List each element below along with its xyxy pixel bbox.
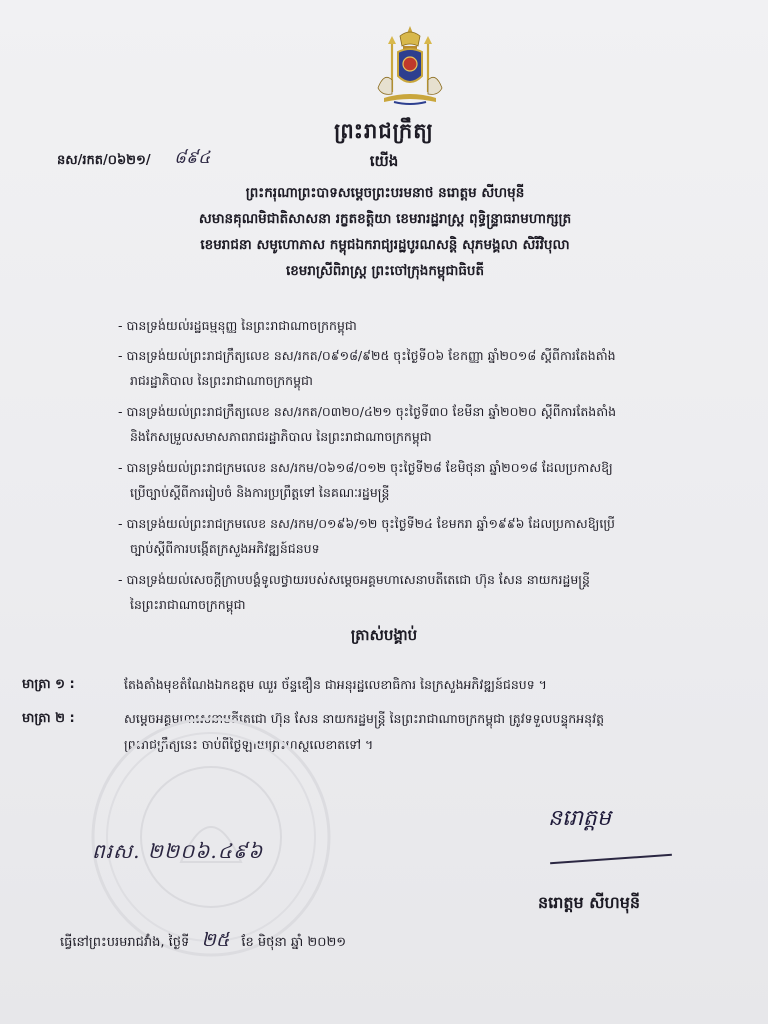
- visa-item-continuation: នៃព្រះរាជាណាចក្រកម្ពុជា: [130, 597, 246, 612]
- registration-number-handwritten: ពរស. ២២០៦.៤៩៦: [92, 839, 264, 863]
- embossed-seal-icon: [86, 712, 336, 962]
- date-line: [60, 928, 346, 956]
- king-title-line: សមានគុណមិជាតិសាសនា រក្ខតខត្តិយា ខេមរារដ្ឋរាស្ត្រ ពុទ្ធិន្ទ្រាធរាមហាក្សត្រ: [198, 211, 572, 227]
- king-title-line: ខេមរាជនា សមូហោភាស កម្ពុជឯករាជ្យរដ្ឋបូរណសន្តិ សុភមង្គលា សិរីវិបុលា: [200, 237, 570, 253]
- king-title-line: ព្រះករុណាព្រះបាទសម្តេចព្រះបរមនាថ នរោត្តម សីហមុនី: [245, 185, 525, 201]
- reference-number-handwritten: ៨៩៤: [174, 148, 211, 168]
- visa-item: - បានទ្រង់យល់សេចក្តីក្រាបបង្គំទូលថ្វាយរបស់សម្តេចអគ្គមហាសេនាបតីតេជោ ហ៊ុន សែន នាយករដ្ឋមន្ត្រី: [118, 572, 590, 587]
- king-title-line: ខេមរាស្រីពិរាស្ត្រ ព្រះចៅក្រុងកម្ពុជាធិបតី: [285, 263, 485, 279]
- article-2-label: មាត្រា ២ :: [22, 711, 75, 726]
- we-heading: យើង: [369, 152, 399, 170]
- visa-item-continuation: រាជរដ្ឋាភិបាល នៃព្រះរាជាណាចក្រកម្ពុជា: [130, 373, 313, 388]
- reference-number: នស/រកត/០៦២១/: [57, 153, 151, 168]
- date-line-suffix: ខែ មិថុនា ឆ្នាំ ២០២១: [241, 935, 347, 950]
- visa-item-continuation: ច្បាប់ស្តីពីការបង្កើតក្រសួងអភិវឌ្ឍន៍ជនបទ: [130, 541, 320, 556]
- visa-item: - បានទ្រង់យល់ព្រះរាជក្រឹត្យលេខ នស/រកត/០៣២០/៤២១ ចុះថ្ងៃទី៣០ ខែមីនា ឆ្នាំ២០២០ ស្តីពីការតែងតាំង: [118, 404, 617, 419]
- visa-item-continuation: ប្រើច្បាប់ស្តីពីការរៀបចំ និងការប្រព្រឹត្តទៅ នៃគណៈរដ្ឋមន្ត្រី: [130, 485, 390, 500]
- royal-signature: នរោត្តម: [548, 806, 611, 831]
- document-title: ព្រះរាជក្រឹត្យ: [334, 119, 434, 143]
- date-day-handwritten: ២៥: [201, 929, 230, 951]
- decree-heading: ត្រាស់បង្គាប់: [350, 626, 418, 644]
- article-2-text: សម្តេចអគ្គមហាសេនាបតីតេជោ ហ៊ុន សែន នាយករដ្ឋមន្ត្រី នៃព្រះរាជាណាចក្រកម្ពុជា ត្រូវទទួលបន្ទុកអនុវត្ត: [124, 711, 605, 726]
- date-line-prefix: ធ្វើនៅព្រះបរមរាជវាំង, ថ្ងៃទី: [60, 935, 190, 950]
- visa-item-continuation: និងកែសម្រួលសមាសភាពរាជរដ្ឋាភិបាល នៃព្រះរាជាណាចក្រកម្ពុជា: [130, 429, 432, 444]
- royal-coat-of-arms-emblem: [370, 22, 450, 108]
- article-2-text-continuation: ព្រះរាជក្រឹត្យនេះ ចាប់ពីថ្ងៃឡាយព្រះហស្ថលេខាតទៅ ។: [124, 737, 374, 752]
- visa-item: - បានទ្រង់យល់ព្រះរាជក្រមលេខ នស/រកម/០៦១៨/០១២ ចុះថ្ងៃទី២៨ ខែមិថុនា ឆ្នាំ២០១៨ ដែលប្រកាសឱ្យ: [118, 460, 613, 475]
- article-1-label: មាត្រា ១ :: [22, 677, 75, 692]
- visa-item: - បានទ្រង់យល់ព្រះរាជក្រមលេខ នស/រកម/០១៩៦/១២ ចុះថ្ងៃទី២៤ ខែមករា ឆ្នាំ១៩៩៦ ដែលប្រកាសឱ្យប្រើ: [118, 516, 615, 531]
- visa-item: - បានទ្រង់យល់ព្រះរាជក្រឹត្យលេខ នស/រកត/០៩១៨/៩២៥ ចុះថ្ងៃទី០៦ ខែកញ្ញា ឆ្នាំ២០១៨ ស្តីពីការតែងតាំង: [118, 348, 616, 363]
- signature-underline: [550, 854, 672, 865]
- signer-name: នរោត្តម សីហមុនី: [538, 893, 641, 912]
- article-1-text: តែងតាំងមុខតំណែងឯកឧត្តម ឈួរ ច័ន្ទឌឿន ជាអនុរដ្ឋលេខាធិការ នៃក្រសួងអភិវឌ្ឍន៍ជនបទ ។: [124, 677, 547, 692]
- visa-item: - បានទ្រង់យល់រដ្ឋធម្មនុញ្ញ នៃព្រះរាជាណាចក្រកម្ពុជា: [118, 318, 357, 333]
